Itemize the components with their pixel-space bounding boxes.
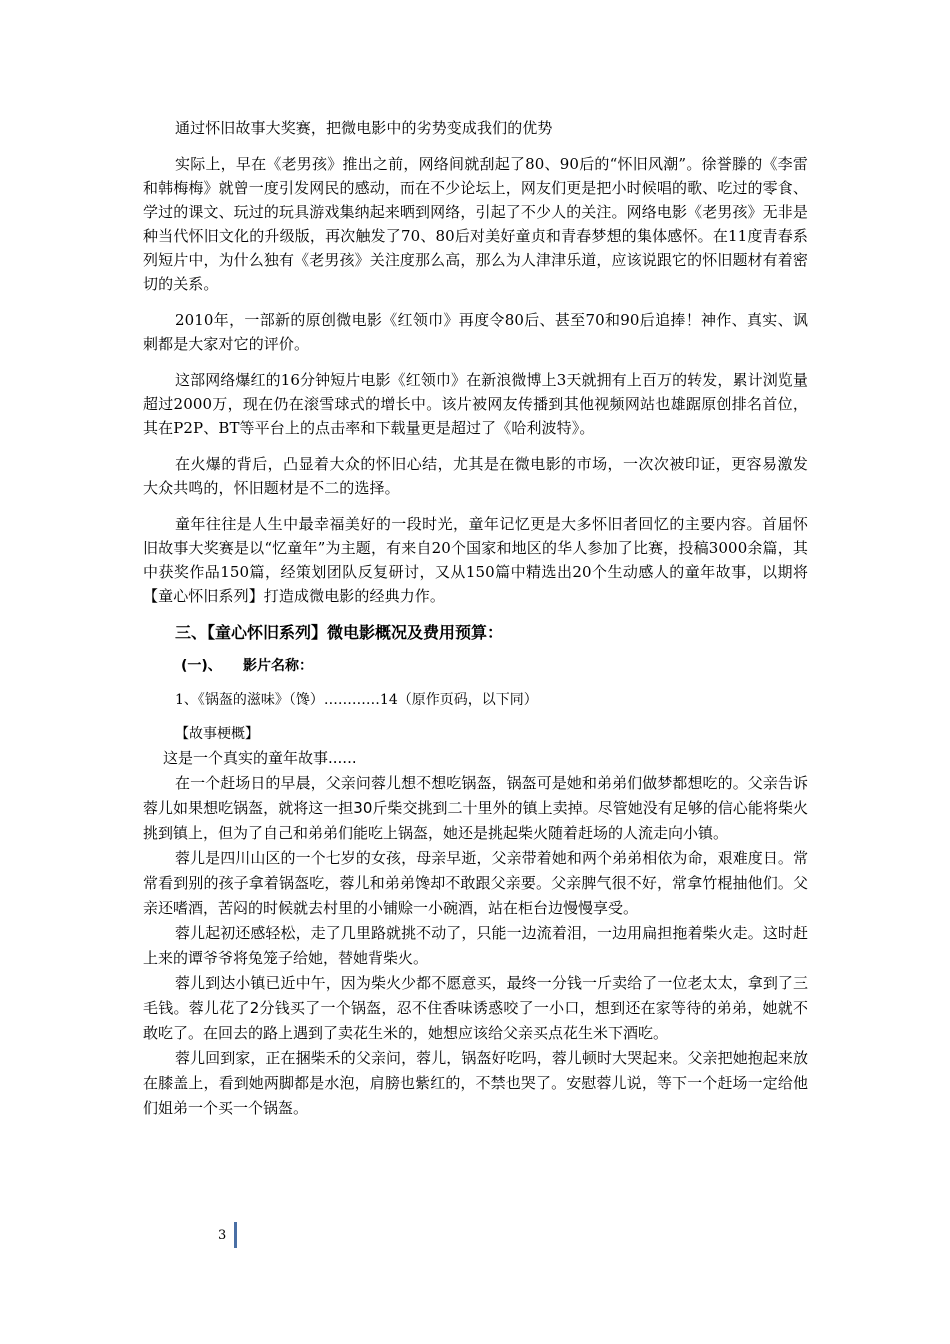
page-content (143, 116, 808, 1121)
paragraph: 在火爆的背后，凸显着大众的怀旧心结，尤其是在微电影的市场，一次次被印证，更容易激发大众共鸣的，怀旧题材是不二的选择。 (143, 455, 808, 497)
subsection-label: 影片名称： (243, 658, 313, 674)
story-intro: 这是一个真实的童年故事...... (163, 749, 357, 767)
story-paragraph: 蓉儿到达小镇已近中午，因为柴火少都不愿意买，最终一分钱一斤卖给了一位老太太，拿到了三毛钱。蓉儿花了2分钱买了一个锅盔，忍不住香味诱惑咬了一小口，想到还在家等待的弟弟，她就不敢吃了。在回去的路上遇到了卖花生米的，她想应该给父亲买点花生米下酒吃。 (143, 974, 808, 1042)
page-number: 3 (218, 1227, 227, 1243)
section-heading: 三、【童心怀旧系列】微电影概况及费用预算： (175, 623, 504, 642)
subsection-number: (一)、 (181, 658, 222, 674)
story-paragraph: 在一个赶场日的早晨，父亲问蓉儿想不想吃锅盔，锅盔可是她和弟弟们做梦都想吃的。父亲告诉蓉儿如果想吃锅盔，就将这一担30斤柴交挑到二十里外的镇上卖掉。尽管她没有足够的信心能将柴火挑到镇上，但为了自己和弟弟们能吃上锅盔，她还是挑起柴火随着赶场的人流走向小镇。 (143, 774, 808, 842)
story-paragraph: 蓉儿回到家，正在捆柴禾的父亲问，蓉儿，锅盔好吃吗，蓉儿顿时大哭起来。父亲把她抱起来放在膝盖上，看到她两脚都是水泡，肩膀也紫红的，不禁也哭了。安慰蓉儿说，等下一个赶场一定给他们姐弟一个买一个锅盔。 (143, 1049, 808, 1117)
page-footer (218, 1222, 237, 1248)
story-paragraph: 蓉儿起初还感轻松，走了几里路就挑不动了，只能一边流着泪，一边用扁担拖着柴火走。这时赶上来的谭爷爷将兔笼子给她，替她背柴火。 (143, 924, 808, 967)
subsection-heading (143, 654, 808, 678)
film-entry: 1、《锅盔的滋味》（馋）…………14（原作页码，以下同） (175, 692, 538, 708)
paragraph: 实际上，早在《老男孩》推出之前，网络间就刮起了80、90后的“怀旧风潮”。徐誉滕的《李雷和韩梅梅》就曾一度引发网民的感动，而在不少论坛上，网友们更是把小时候唱的歌、吃过的零食、学过的课文、玩过的玩具游戏集纳起来晒到网络，引起了不少人的关注。网络电影《老男孩》无非是种当代怀旧文化的升级版，再次触发了70、80后对美好童贞和青春梦想的集体感怀。在11度青春系列短片中，为什么独有《老男孩》关注度那么高，那么为人津津乐道，应该说跟它的怀旧题材有着密切的关系。 (143, 155, 808, 293)
synopsis-label: 【故事梗概】 (175, 726, 259, 742)
story-paragraph: 蓉儿是四川山区的一个七岁的女孩，母亲早逝，父亲带着她和两个弟弟相依为命，艰难度日。常常看到别的孩子拿着锅盔吃，蓉儿和弟弟馋却不敢跟父亲要。父亲脾气很不好，常拿竹棍抽他们。父亲还嗜酒，苦闷的时候就去村里的小铺赊一小碗酒，站在柜台边慢慢享受。 (143, 849, 808, 917)
footer-accent-bar (234, 1222, 237, 1248)
paragraph: 这部网络爆红的16分钟短片电影《红领巾》在新浪微博上3天就拥有上百万的转发，累计浏览量超过2000万，现在仍在滚雪球式的增长中。该片被网友传播到其他视频网站也雄踞原创排名首位，其在P2P、BT等平台上的点击率和下载量更是超过了《哈利波特》。 (143, 371, 808, 437)
paragraph: 童年往往是人生中最幸福美好的一段时光，童年记忆更是大多怀旧者回忆的主要内容。首届怀旧故事大奖赛是以“忆童年”为主题，有来自20个国家和地区的华人参加了比赛，投稿3000余篇，其中获奖作品150篇，经策划团队反复研讨，又从150篇中精选出20个生动感人的童年故事，以期将【童心怀旧系列】打造成微电影的经典力作。 (143, 515, 808, 605)
section-title: 通过怀旧故事大奖赛，把微电影中的劣势变成我们的优势 (175, 119, 553, 137)
paragraph: 2010年，一部新的原创微电影《红领巾》再度令80后、甚至70和90后追捧！神作、真实、讽刺都是大家对它的评价。 (143, 311, 808, 353)
